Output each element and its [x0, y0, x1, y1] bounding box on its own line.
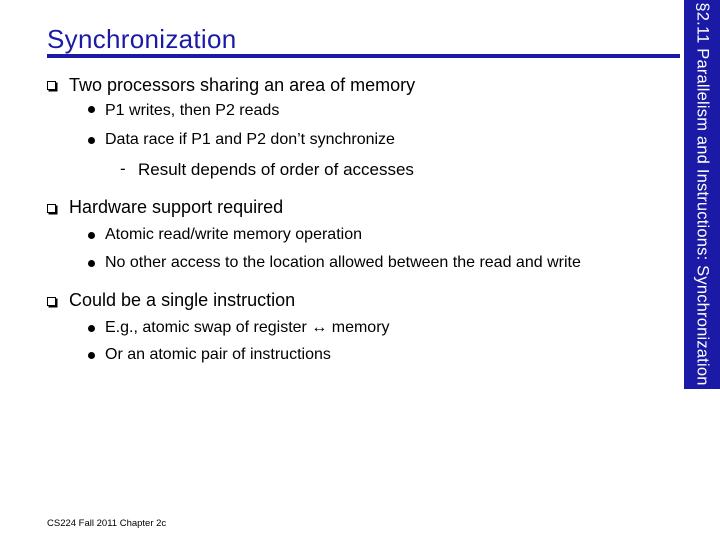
slide-title: Synchronization: [47, 24, 237, 54]
round-bullet-icon: [88, 352, 95, 359]
bullet-1-sub-2: Data race if P1 and P2 don’t synchronize: [105, 131, 395, 148]
bullet-3-sub-2: Or an atomic pair of instructions: [105, 346, 331, 363]
bullet-1: Two processors sharing an area of memory: [69, 75, 416, 95]
round-bullet-icon: [88, 260, 95, 267]
dash-bullet-icon: -: [120, 159, 126, 178]
bullet-2: Hardware support required: [69, 197, 284, 217]
bullet-1-sub-1: P1 writes, then P2 reads: [105, 102, 280, 119]
square-bullet-icon: [47, 81, 56, 90]
square-bullet-icon: [47, 204, 56, 213]
section-side-label: §2.11 Parallelism and Instructions: Synchronization: [693, 2, 712, 386]
square-bullet-icon: [47, 297, 56, 306]
bullet-2-sub-1: Atomic read/write memory operation: [105, 226, 362, 243]
bullet-3-sub-1: E.g., atomic swap of register ↔ memory: [105, 319, 390, 336]
round-bullet-icon: [88, 137, 95, 144]
title-underline: [47, 54, 680, 58]
round-bullet-icon: [88, 106, 95, 113]
bullet-2-sub-2: No other access to the location allowed between the read and write: [105, 254, 581, 271]
bullet-3: Could be a single instruction: [69, 290, 296, 310]
round-bullet-icon: [88, 325, 95, 332]
bullet-1-sub-2-detail: Result depends of order of accesses: [138, 160, 414, 179]
slide-footer: CS224 Fall 2011 Chapter 2c: [47, 518, 167, 529]
round-bullet-icon: [88, 232, 95, 239]
